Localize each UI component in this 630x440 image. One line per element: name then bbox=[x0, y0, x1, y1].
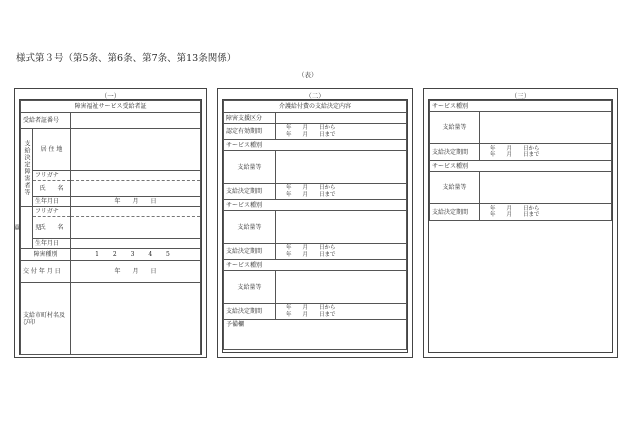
child-name-label: 氏 名 bbox=[33, 217, 71, 239]
child-birthdate-label: 生年月日 bbox=[33, 239, 71, 249]
support-level-field[interactable] bbox=[276, 113, 407, 124]
amount-field-5[interactable] bbox=[480, 172, 612, 204]
furigana-label: フリガナ bbox=[33, 171, 71, 181]
disability-numbers: 1 2 3 4 5 bbox=[71, 249, 201, 261]
issuer-field[interactable] bbox=[71, 283, 201, 355]
disability-type-label: 障害種別 bbox=[21, 249, 71, 261]
service-type-label-1: サービス種別 bbox=[224, 140, 407, 151]
decision-period-value-4: 年 月 日から 年 月 日まで bbox=[480, 144, 612, 161]
card-title: 障害福祉サービス受給者証 bbox=[21, 101, 201, 113]
service-continuation-table bbox=[429, 100, 612, 221]
panel-three bbox=[423, 88, 618, 358]
notes-label: 予備欄 bbox=[226, 321, 245, 328]
birthdate-label: 生年月日 bbox=[33, 197, 71, 207]
name-field[interactable] bbox=[71, 181, 201, 197]
child-furigana-label: フリガナ bbox=[33, 207, 71, 217]
amount-label-3: 支給量等 bbox=[224, 271, 276, 304]
decision-period-label-4: 支給決定期間 bbox=[430, 144, 480, 161]
decision-period-label-5: 支給決定期間 bbox=[430, 204, 480, 221]
decision-period-value-1: 年 月 日から 年 月 日まで bbox=[276, 184, 407, 200]
benefit-decision-table bbox=[223, 100, 407, 350]
decision-period-label-3: 支給決定期間 bbox=[224, 304, 276, 320]
amount-label-1: 支給量等 bbox=[224, 151, 276, 184]
amount-field-4[interactable] bbox=[480, 112, 612, 144]
notes-field[interactable] bbox=[224, 320, 407, 350]
service-type-label-3: サービス種別 bbox=[224, 260, 407, 271]
panel-three-heading: （三） bbox=[510, 92, 531, 100]
recipient-number-label: 受給者証番号 bbox=[21, 113, 71, 129]
address-field[interactable] bbox=[71, 129, 201, 171]
service-type-label-2: サービス種別 bbox=[224, 200, 407, 211]
issue-date-value: 年 月 日 bbox=[71, 261, 201, 283]
panel-one-box bbox=[12, 99, 202, 355]
support-level-label: 障害支援区分 bbox=[224, 113, 276, 124]
panel-two bbox=[217, 88, 413, 358]
validity-period-value: 年 月 日から 年 月 日まで bbox=[276, 124, 407, 140]
service-type-label-4: サービス種別 bbox=[430, 101, 612, 112]
card-title-2: 介護給付費の支給決定内容 bbox=[224, 101, 407, 113]
recipient-number-field[interactable] bbox=[71, 113, 201, 129]
child-name-field[interactable] bbox=[71, 217, 201, 239]
decision-period-label-1: 支給決定期間 bbox=[224, 184, 276, 200]
amount-label-4: 支給量等 bbox=[430, 112, 480, 144]
amount-field-3[interactable] bbox=[276, 271, 407, 304]
address-label: 居 住 地 bbox=[33, 129, 71, 171]
amount-field-2[interactable] bbox=[276, 211, 407, 244]
name-label: 氏 名 bbox=[33, 181, 71, 197]
validity-period-label: 認定有効期間 bbox=[224, 124, 276, 140]
front-side-label: （表） bbox=[298, 71, 318, 79]
beneficiary-vertical-label: 支給決定障害者等 bbox=[21, 129, 33, 207]
decision-period-value-2: 年 月 日から 年 月 日まで bbox=[276, 244, 407, 260]
decision-period-value-5: 年 月 日から 年 月 日まで bbox=[480, 204, 612, 221]
amount-field-1[interactable] bbox=[276, 151, 407, 184]
panel-three-box bbox=[428, 99, 613, 353]
recipient-info-table bbox=[12, 100, 201, 355]
panel-one-heading: （一） bbox=[100, 92, 121, 100]
furigana-field[interactable] bbox=[71, 171, 201, 181]
child-furigana-field[interactable] bbox=[71, 207, 201, 217]
child-vertical-label: 児 童 bbox=[21, 207, 33, 249]
panel-two-heading: （二） bbox=[305, 92, 325, 100]
child-birthdate-field[interactable] bbox=[71, 239, 201, 249]
form-title: 様式第３号（第5条、第6条、第7条、第13条関係） bbox=[16, 53, 237, 64]
panel-two-box bbox=[222, 99, 408, 353]
decision-period-label-2: 支給決定期間 bbox=[224, 244, 276, 260]
decision-period-value-3: 年 月 日から 年 月 日まで bbox=[276, 304, 407, 320]
issue-date-label: 交 付 年 月 日 bbox=[21, 261, 71, 283]
amount-label-5: 支給量等 bbox=[430, 172, 480, 204]
issuer-label: 支給市町村名及び印 bbox=[21, 283, 71, 355]
panel-one bbox=[14, 88, 207, 358]
amount-label-2: 支給量等 bbox=[224, 211, 276, 244]
birthdate-value: 年 月 日 bbox=[71, 197, 201, 207]
service-type-label-5: サービス種別 bbox=[430, 161, 612, 172]
